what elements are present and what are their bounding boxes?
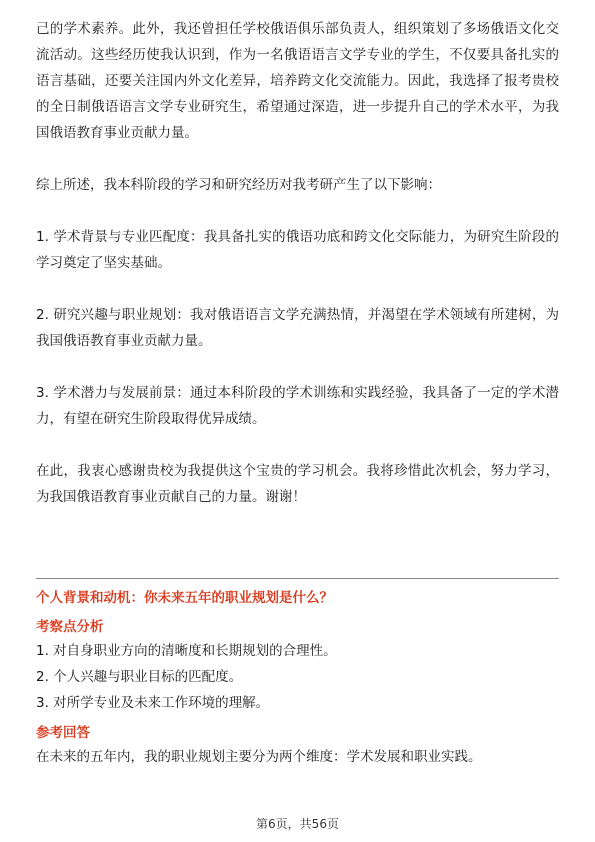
question-title: 个人背景和动机：你未来五年的职业规划是什么？	[36, 590, 333, 606]
body-paragraph: 己的学术素养。此外，我还曾担任学校俄语俱乐部负责人，组织策划了多场俄语文化交流活动。这些经历使我认识到，作为一名俄语语言文学专业的学生，不仅要具备扎实的语言基础，还要关注国内外文化差异，培养跨文化交流能力。因此，我选择了报考贵校的全日制俄语语言文学专业研究生，希望通过深造，进一步提升自己的学术水平，为我国俄语教育事业贡献力量。	[36, 21, 559, 141]
body-paragraph: 在此，我衷心感谢贵校为我提供这个宝贵的学习机会。我将珍惜此次机会，努力学习，为我国俄语教育事业贡献自己的力量。谢谢！	[36, 463, 559, 505]
body-paragraph: 综上所述，我本科阶段的学习和研究经历对我考研产生了以下影响：	[36, 177, 441, 193]
body-paragraph: 1. 学术背景与专业匹配度：我具备扎实的俄语功底和跨文化交际能力，为研究生阶段的学习奠定了坚实基础。	[36, 229, 559, 271]
answer-heading: 参考回答	[36, 725, 90, 741]
body-paragraph: 2. 研究兴趣与职业规划：我对俄语语言文学充满热情，并渴望在学术领域有所建树，为我国俄语教育事业贡献力量。	[36, 307, 559, 349]
analysis-item: 2. 个人兴趣与职业目标的匹配度。	[36, 669, 243, 685]
body-paragraph: 3. 学术潜力与发展前景：通过本科阶段的学术训练和实践经验，我具备了一定的学术潜力，有望在研究生阶段取得优异成绩。	[36, 385, 559, 427]
analysis-item: 3. 对所学专业及未来工作环境的理解。	[36, 695, 270, 711]
question-section	[36, 586, 559, 770]
analysis-heading: 考察点分析	[36, 619, 104, 635]
document-body	[36, 16, 559, 510]
section-divider	[36, 578, 559, 579]
page-number: 第6页，共56页	[256, 817, 339, 831]
analysis-item: 1. 对自身职业方向的清晰度和长期规划的合理性。	[36, 643, 337, 659]
answer-text: 在未来的五年内，我的职业规划主要分为两个维度：学术发展和职业实践。	[36, 749, 482, 765]
